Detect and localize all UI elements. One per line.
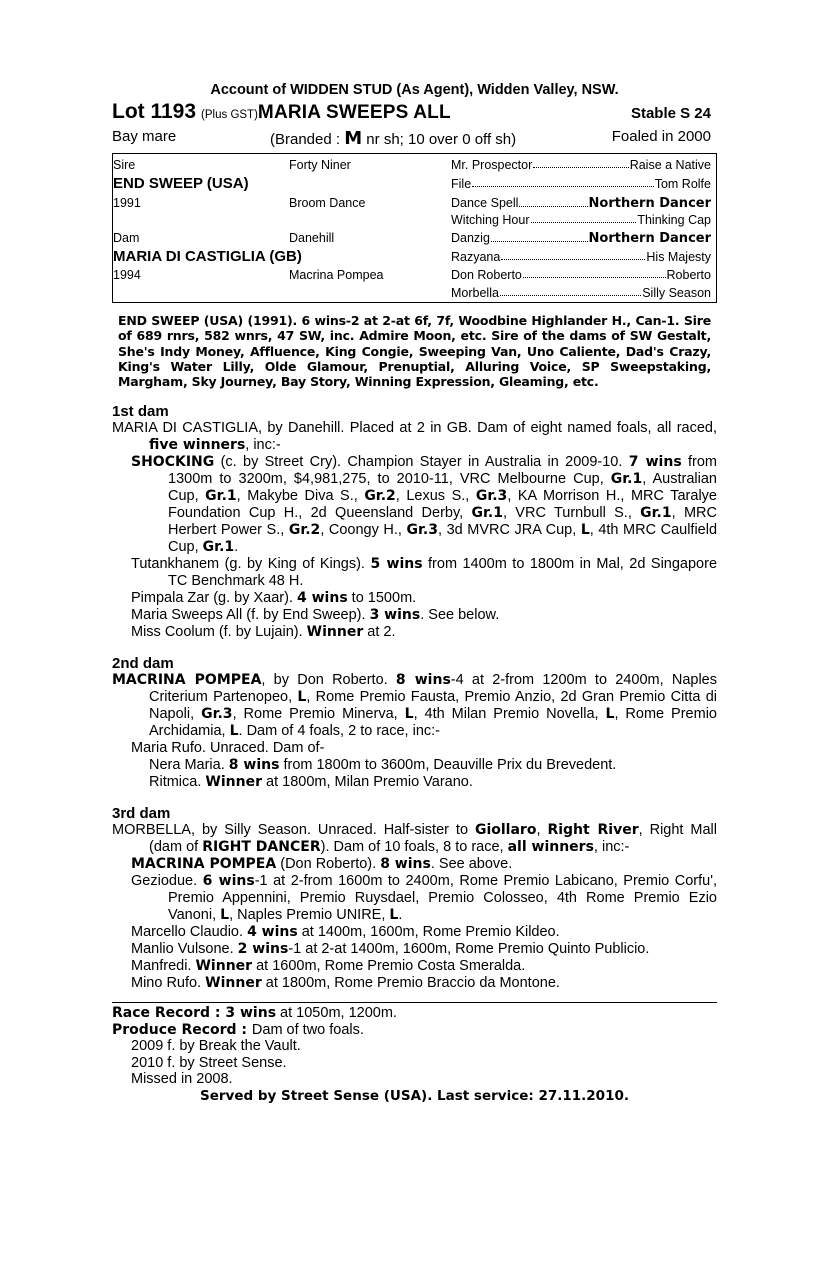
first-dam-heading: 1st dam — [112, 403, 169, 421]
text: , VRC Turnbull S., — [502, 505, 641, 522]
brand-mark-icon: M — [344, 128, 363, 149]
text: Miss Coolum (f. by Lujain). — [131, 624, 307, 641]
produce-record — [112, 1022, 717, 1039]
text-bold: Gr.3 — [201, 706, 233, 723]
ancestor-left: Dance Spell — [451, 196, 519, 210]
text: Pimpala Zar (g. by Xaar). — [131, 590, 297, 607]
text-bold: 4 wins — [247, 924, 298, 941]
gst-note: (Plus GST) — [201, 109, 258, 121]
ancestor-left: Don Roberto — [451, 268, 522, 282]
text-bold: 5 wins — [370, 556, 423, 573]
lot-number: Lot 1193 — [112, 100, 197, 123]
text-bold: L — [220, 907, 230, 924]
divider — [112, 1002, 717, 1003]
text: Mino Rufo. — [131, 975, 206, 992]
ancestor-row — [451, 286, 711, 300]
text: at 1600m, Rome Premio Costa Smeralda. — [252, 958, 526, 975]
produce-item: Missed in 2008. — [131, 1071, 233, 1088]
horse-details — [112, 128, 717, 148]
text: Maria Sweeps All (f. by End Sweep). — [131, 607, 370, 624]
text: at 1400m, 1600m, Rome Premio Kildeo. — [297, 924, 560, 941]
progeny-entry — [112, 556, 717, 590]
text-bold: 4 wins — [297, 590, 348, 607]
progeny-entry — [112, 607, 717, 624]
catalogue-page — [112, 82, 717, 1105]
text-bold: 7 wins — [628, 454, 682, 471]
text-bold: 3 wins — [369, 607, 421, 624]
ancestor-right: Silly Season — [642, 286, 711, 300]
horse-name: MARIA SWEEPS ALL — [257, 102, 451, 123]
ancestor-left: Witching Hour — [451, 213, 530, 227]
text: . — [398, 907, 403, 924]
text-bold: Gr.1 — [610, 471, 643, 488]
sire-dam: Broom Dance — [289, 196, 366, 210]
sire-sire: Forty Niner — [289, 158, 351, 172]
text: Manfredi. — [131, 958, 196, 975]
ancestor-row — [451, 177, 711, 191]
second-dam-heading: 2nd dam — [112, 655, 174, 673]
pedigree-table — [112, 153, 717, 303]
text: from 1300m to 3200m, $4,981,275, to 2010-11, VRC Melbourne Cup, — [168, 454, 717, 488]
text-bold: Race Record : — [112, 1005, 226, 1022]
text-bold: 8 wins — [380, 856, 431, 873]
progeny-entry — [112, 856, 717, 873]
stable-number: Stable S 24 — [630, 105, 711, 122]
served-note: Served by Street Sense (USA). Last service: 27.11.2010. — [200, 1087, 629, 1104]
ancestor-row — [451, 231, 711, 246]
text-bold: L — [404, 706, 414, 723]
text: . See above. — [430, 856, 513, 873]
ancestor-left: Morbella — [451, 286, 499, 300]
text-bold: five winners — [149, 437, 246, 454]
dam-sire: Danehill — [289, 231, 335, 245]
text-bold: L — [389, 907, 399, 924]
dam-dam: Macrina Pompea — [289, 268, 384, 282]
text: , 4th MRC Caulfield Cup, — [168, 522, 718, 556]
dam-year: 1994 — [113, 268, 141, 282]
text: , Coongy H., — [320, 522, 407, 539]
text: at 1800m, Rome Premio Braccio da Montone. — [261, 975, 560, 992]
text: , MRC Herbert Power S., — [168, 505, 717, 539]
text: Manlio Vulsone. — [131, 941, 238, 958]
text: . — [234, 539, 239, 556]
ancestor-right: Northern Dancer — [588, 196, 711, 211]
sire-label: Sire — [113, 158, 136, 172]
text-bold: SHOCKING — [131, 454, 215, 471]
progeny-entry — [112, 924, 717, 941]
first-dam-intro — [112, 420, 717, 454]
text: , Rome Premio Fausta, Premio Anzio, 2d Gran Premio Citta di Napoli, — [149, 689, 717, 723]
text-bold: Right River — [547, 822, 639, 839]
text-bold: Produce Record : — [112, 1021, 252, 1038]
dam-name: MARIA DI CASTIGLIA (GB) — [113, 248, 302, 265]
text-bold: L — [580, 522, 590, 539]
text-bold: Giollaro — [474, 822, 537, 839]
text: to 1500m. — [347, 590, 417, 607]
text: Nera Maria. — [149, 757, 229, 774]
progeny-entry — [112, 454, 717, 556]
text: , — [536, 822, 548, 839]
text-bold: RIGHT DANCER — [202, 839, 321, 856]
text-bold: 3 wins — [225, 1005, 277, 1022]
text: , KA Morrison H., MRC Taralye Foundation Cup H., 2d Queensland Derby, — [168, 488, 717, 522]
text-bold: Gr.1 — [640, 505, 672, 522]
text: at 2. — [363, 624, 396, 641]
text: . Dam of 4 foals, 2 to race, inc:- — [238, 723, 440, 740]
progeny-entry: Maria Rufo. Unraced. Dam of- — [131, 740, 325, 757]
ancestor-row — [451, 196, 711, 211]
brand-prefix: (Branded : — [270, 131, 345, 148]
text-bold: Gr.1 — [205, 488, 237, 505]
third-dam-heading: 3rd dam — [112, 805, 171, 823]
text: from 1800m to 3600m, Deauville Prix du Brevedent. — [279, 757, 617, 774]
ancestor-left: Razyana — [451, 250, 501, 264]
text-bold: Gr.3 — [475, 488, 508, 505]
lot-line — [112, 100, 717, 124]
ancestor-right: Northern Dancer — [588, 231, 711, 246]
progeny-entry — [112, 873, 717, 924]
ancestor-right: Raise a Native — [629, 158, 711, 172]
race-record — [112, 1005, 717, 1022]
text-bold: 8 wins — [228, 757, 280, 774]
text-bold: MACRINA POMPEA — [112, 672, 262, 689]
ancestor-row — [451, 158, 711, 172]
text-bold: L — [229, 723, 239, 740]
ancestor-left: File — [451, 177, 472, 191]
third-dam-section — [112, 805, 717, 992]
ancestor-right: Thinking Cap — [637, 213, 711, 227]
second-dam-section — [112, 655, 717, 791]
produce-item: 2009 f. by Break the Vault. — [131, 1038, 301, 1055]
text: , Australian Cup, — [168, 471, 717, 505]
text: , inc:- — [593, 839, 630, 856]
grand-progeny-entry — [112, 757, 717, 774]
ancestor-right: Tom Rolfe — [654, 177, 711, 191]
text: . See below. — [420, 607, 500, 624]
ancestor-row — [451, 268, 711, 282]
text: (Don Roberto). — [276, 856, 381, 873]
text: at 1050m, 1200m. — [276, 1005, 397, 1022]
progeny-entry — [112, 590, 717, 607]
text-bold: all winners — [507, 839, 594, 856]
ancestor-right: Roberto — [666, 268, 711, 282]
text: , Rome Premio Archidamia, — [149, 706, 717, 740]
text-bold: Gr.2 — [364, 488, 396, 505]
ancestor-left: Danzig — [451, 231, 490, 245]
text: , inc:- — [245, 437, 281, 454]
grand-progeny-entry — [112, 774, 717, 791]
text: , Rome Premio Minerva, — [232, 706, 405, 723]
produce-item: 2010 f. by Street Sense. — [131, 1054, 287, 1071]
text: , Lexus S., — [395, 488, 476, 505]
text-bold: Gr.2 — [288, 522, 321, 539]
text-bold: Gr.1 — [471, 505, 503, 522]
text: , Naples Premio UNIRE, — [229, 907, 390, 924]
ancestor-left: Mr. Prospector — [451, 158, 533, 172]
text-bold: L — [297, 689, 307, 706]
text-bold: 8 wins — [395, 672, 451, 689]
text-bold: Winner — [205, 774, 262, 791]
text: Ritmica. — [149, 774, 206, 791]
text: at 1800m, Milan Premio Varano. — [261, 774, 473, 791]
third-dam-intro — [112, 822, 717, 856]
text: MORBELLA, by Silly Season. Unraced. Half-sister to — [112, 822, 475, 839]
text: ). Dam of 10 foals, 8 to race, — [320, 839, 508, 856]
sire-year: 1991 — [113, 196, 141, 210]
text: , 3d MVRC JRA Cup, — [437, 522, 581, 539]
text-bold: 6 wins — [202, 873, 255, 890]
text: , Right Mall (dam of — [149, 822, 717, 856]
text-bold: MACRINA POMPEA — [131, 856, 277, 873]
dam-label: Dam — [113, 231, 140, 245]
text-bold: Gr.3 — [406, 522, 438, 539]
text: -1 at 2-from 1600m to 2400m, Rome Premio Labicano, Premio Corfu', Premio Appennini, Premio Ruysdael, Premio Colosseo, 4th Rome Premio Ezio Vanoni, — [168, 873, 717, 924]
text-bold: 2 wins — [237, 941, 289, 958]
progeny-entry — [112, 958, 717, 975]
text: Marcello Claudio. — [131, 924, 248, 941]
vendor-account: Account of WIDDEN STUD (As Agent), Widden Valley, NSW. — [210, 82, 619, 98]
text: Dam of two foals. — [251, 1021, 364, 1038]
ancestor-right: His Majesty — [646, 250, 711, 264]
text: Geziodue. — [131, 873, 203, 890]
progeny-entry — [112, 624, 717, 641]
second-dam-intro — [112, 672, 717, 740]
text: -1 at 2-at 1400m, 1600m, Rome Premio Quinto Publicio. — [288, 941, 650, 958]
progeny-entry — [112, 941, 717, 958]
text: MARIA DI CASTIGLIA, by Danehill. Placed at 2 in GB. Dam of eight named foals, all raced, — [112, 420, 717, 437]
sex-colour: Bay mare — [112, 128, 177, 145]
text: Tutankhanem (g. by King of Kings). — [131, 556, 371, 573]
sire-summary: END SWEEP (USA) (1991). 6 wins-2 at 2-at 6f, 7f, Woodbine Highlander H., Can-1. Sire of 689 rnrs, 582 wnrs, 47 SW, inc. Admire Moon, etc. Sire of the dams of SW Gestalt, She's Indy Money, Affluence, King Congie, Sweeping Van, Uno Caliente, Dad's Crazy, King's Water Lilly, Olde Glamour, Prenuptial, Alluring Voice, SP Sweepstaking, Margham, Sky Journey, Bay Story, Winning Expression, Gleaming, etc. — [118, 313, 711, 390]
ancestor-row — [451, 213, 711, 227]
text: , 4th Milan Premio Novella, — [413, 706, 606, 723]
text: , by Don Roberto. — [261, 672, 396, 689]
text-bold: Winner — [205, 975, 262, 992]
text-bold: Gr.1 — [202, 539, 235, 556]
text: -4 at 2-from 1200m to 2400m, Naples Criterium Partenopeo, — [149, 672, 717, 706]
text: from 1400m to 1800m in Mal, 2d Singapore TC Benchmark 48 H. — [168, 556, 718, 590]
text-bold: L — [605, 706, 615, 723]
text: , Makybe Diva S., — [236, 488, 365, 505]
brand-suffix: nr sh; 10 over 0 off sh) — [362, 131, 517, 148]
sire-name: END SWEEP (USA) — [113, 175, 249, 192]
text-bold: Winner — [306, 624, 364, 641]
first-dam-section — [112, 403, 717, 641]
progeny-entry — [112, 975, 717, 992]
foaled-year: Foaled in 2000 — [611, 128, 711, 145]
brand-info — [270, 128, 612, 148]
text: (c. by Street Cry). Champion Stayer in Australia in 2009-10. — [214, 454, 629, 471]
text-bold: Winner — [195, 958, 253, 975]
ancestor-row — [451, 250, 711, 264]
